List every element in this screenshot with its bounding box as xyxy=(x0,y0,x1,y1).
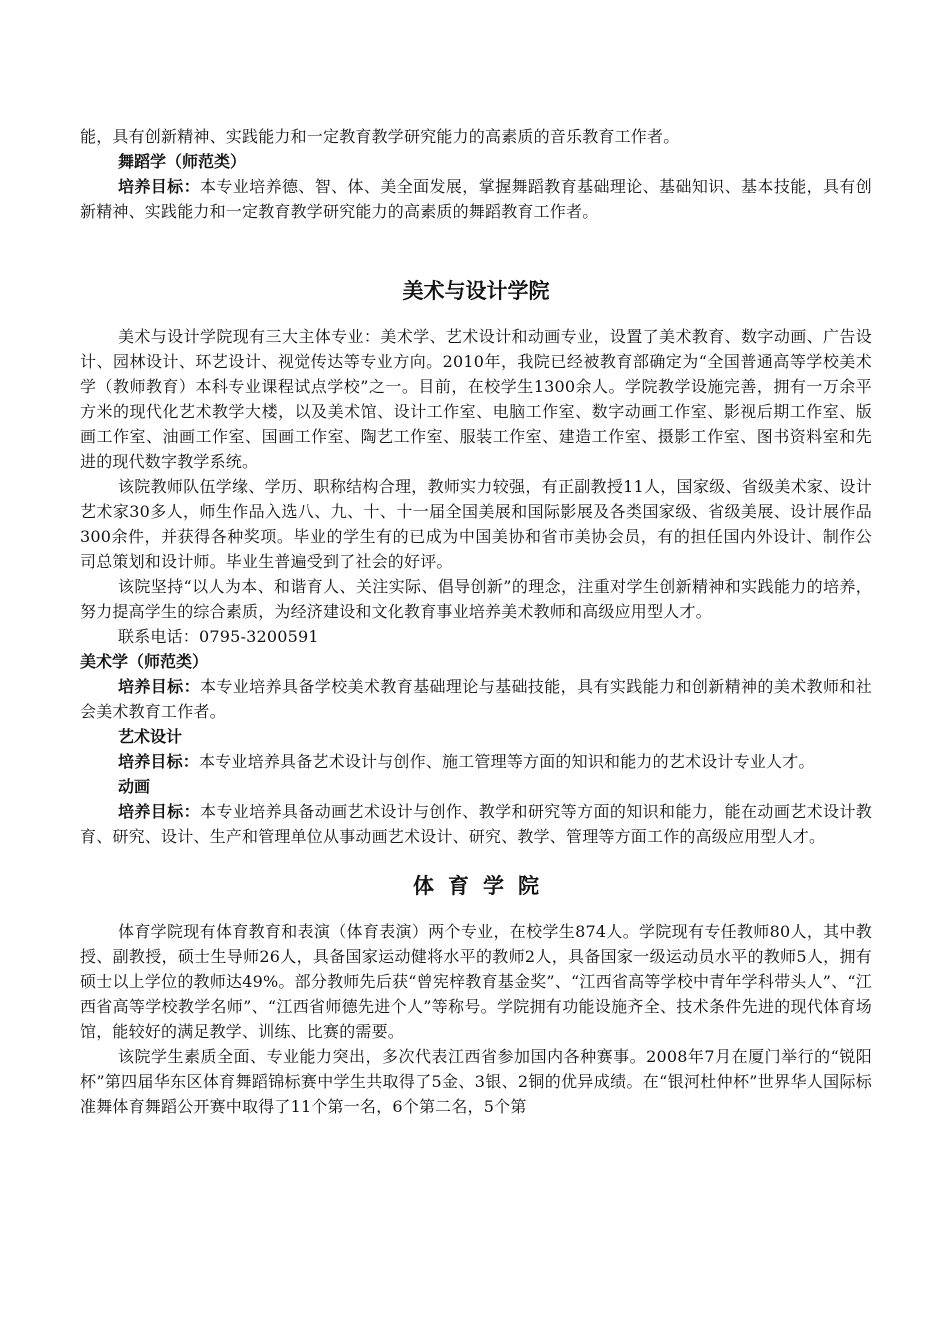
dance-goal-text: 本专业培养德、智、体、美全面发展，掌握舞蹈教育基础理论、基础知识、基本技能，具有创新精神、实践能力和一定教育教学研究能力的高素质的舞蹈教育工作者。 xyxy=(80,177,872,221)
music-goal-tail: 能，具有创新精神、实践能力和一定教育教学研究能力的高素质的音乐教育工作者。 xyxy=(80,127,680,146)
art-design-intro-2: 该院教师队伍学缘、学历、职称结构合理，教师实力较强，有正副教授11人，国家级、省级美术家、设计艺术家30多人，师生作品入选八、九、十、十一届全国美展和国际影展及各类国家级、省级美展、设计展作品300余件，并获得各种奖项。毕业的学生有的已成为中国美协和省市美协会员，有的担任国内外设计、制作公司总策划和设计师。毕业生普遍受到了社会的好评。 xyxy=(80,477,872,571)
art-design-contact: 联系电话：0795-3200591 xyxy=(118,627,319,646)
dance-major-title: 舞蹈学（师范类） xyxy=(118,152,247,171)
art-design-section-title: 美术与设计学院 xyxy=(402,279,550,303)
sports-intro-2: 该院学生素质全面、专业能力突出，多次代表江西省参加国内各种赛事。2008年7月在厦门举行的“锐阳杯”第四届华东区体育舞蹈锦标赛中学生共取得了5金、3银、2铜的优异成绩。在“银河杜仲杯”世界华人国际标准舞体育舞蹈公开赛中取得了11个第一名，6个第二名，5个第 xyxy=(80,1047,872,1116)
art-design-goal-label: 培养目标： xyxy=(118,752,200,771)
animation-goal xyxy=(80,799,872,849)
art-design-goal xyxy=(80,749,872,774)
document-page xyxy=(80,124,872,1119)
animation-goal-label: 培养目标： xyxy=(118,802,200,821)
dance-goal xyxy=(80,174,872,224)
animation-goal-text: 本专业培养具备动画艺术设计与创作、教学和研究等方面的知识和能力，能在动画艺术设计教育、研究、设计、生产和管理单位从事动画艺术设计、研究、教学、管理等方面工作的高级应用型人才。 xyxy=(80,802,872,846)
art-design-major-title: 艺术设计 xyxy=(118,727,183,746)
dance-goal-label: 培养目标： xyxy=(118,177,200,196)
sports-intro-1: 体育学院现有体育教育和表演（体育表演）两个专业，在校学生874人。学院现有专任教师80人，其中教授、副教授，硕士生导师26人，具备国家运动健将水平的教师2人，具备国家一级运动员水平的教师5人，拥有硕士以上学位的教师达49%。部分教师先后获“曾宪梓教育基金奖”、“江西省高等学校中青年学科带头人”、“江西省高等学校教学名师”、“江西省师德先进个人”等称号。学院拥有功能设施齐全、技术条件先进的现代体育场馆，能较好的满足教学、训练、比赛的需要。 xyxy=(80,922,872,1041)
animation-major-title: 动画 xyxy=(118,777,151,796)
sports-section-title: 体育学院 xyxy=(413,874,553,898)
fine-arts-goal xyxy=(80,674,872,724)
art-design-intro-1: 美术与设计学院现有三大主体专业：美术学、艺术设计和动画专业，设置了美术教育、数字动画、广告设计、园林设计、环艺设计、视觉传达等专业方向。2010年，我院已经被教育部确定为“全国普通高等学校美术学（教师教育）本科专业课程试点学校”之一。目前，在校学生1300余人。学院教学设施完善，拥有一万余平方米的现代化艺术教学大楼，以及美术馆、设计工作室、电脑工作室、数字动画工作室、影视后期工作室、版画工作室、油画工作室、国画工作室、陶艺工作室、服装工作室、建造工作室、摄影工作室、图书资料室和先进的现代数字教学系统。 xyxy=(80,327,872,471)
art-design-intro-3: 该院坚持“以人为本、和谐育人、关注实际、倡导创新”的理念，注重对学生创新精神和实践能力的培养，努力提高学生的综合素质，为经济建设和文化教育事业培养美术教师和高级应用型人才。 xyxy=(80,577,872,621)
fine-arts-goal-text: 本专业培养具备学校美术教育基础理论与基础技能，具有实践能力和创新精神的美术教师和社会美术教育工作者。 xyxy=(80,677,872,721)
fine-arts-goal-label: 培养目标： xyxy=(118,677,200,696)
art-design-goal-text: 本专业培养具备艺术设计与创作、施工管理等方面的知识和能力的艺术设计专业人才。 xyxy=(199,752,815,771)
fine-arts-major-title: 美术学（师范类） xyxy=(80,652,209,671)
